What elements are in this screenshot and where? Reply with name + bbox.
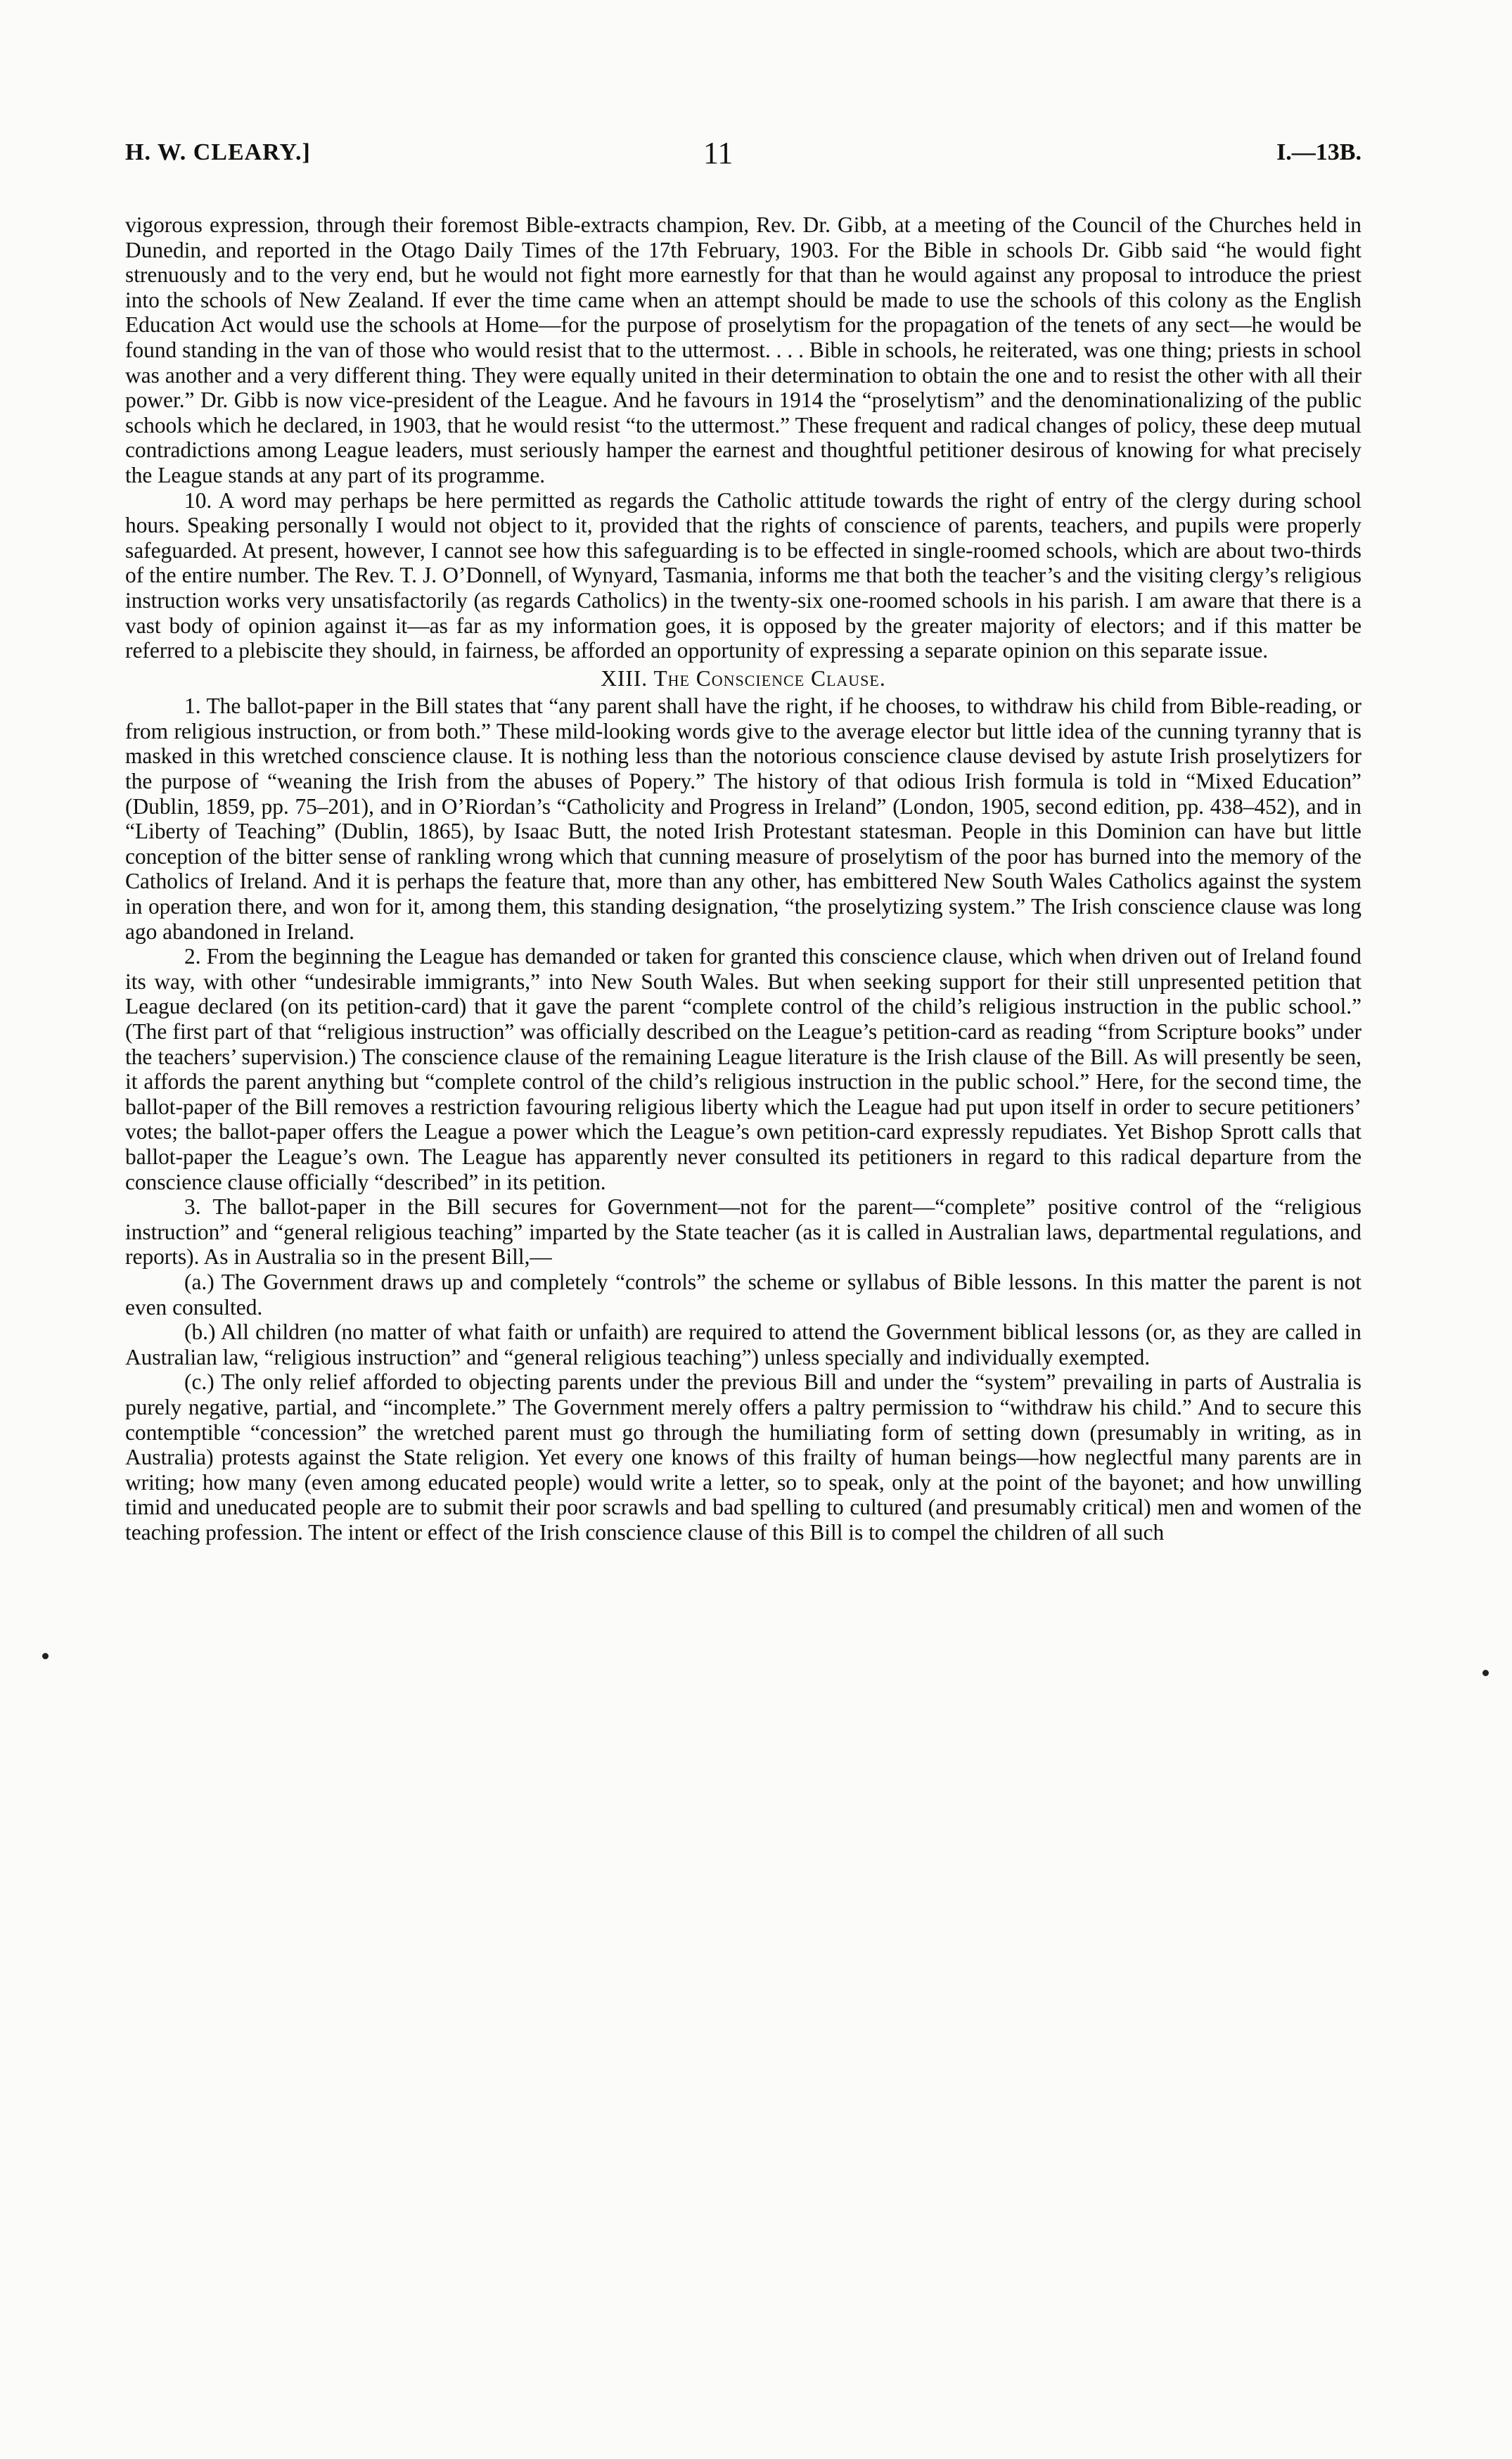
paragraph-3b: (b.) All children (no matter of what faith or unfaith) are required to attend the Government biblical lessons (or, as they are called in Australian law, “religious instruction” and “general religious teaching”) unless specially and individually exempted. xyxy=(125,1320,1362,1369)
paragraph-2: 2. From the beginning the League has demanded or taken for granted this conscience clause, which when driven out of Ireland found its way, with other “undesirable immigrants,” into New South Wales. But when seeking support for their still unpresented petition that League declared (on its petition-card) that it gave the parent “complete control of the child’s religious instruction in the public school.” (The first part of that “religious instruction” was officially described on the League’s petition-card as reading “from Scripture books” under the teachers’ supervision.) The conscience clause of the remaining League literature is the Irish clause of the Bill. As will presently be seen, it affords the parent anything but “complete control of the child’s religious instruction in the public school.” Here, for the second time, the ballot-paper of the Bill removes a restriction favouring religious liberty which the League had put upon itself in order to secure petitioners’ votes; the ballot-paper offers the League a power which the League’s own petition-card expressly repudiates. Yet Bishop Sprott calls that ballot-paper the League’s own. The League has apparently never consulted its petitioners in regard to this radical departure from the conscience clause officially “described” in its petition. xyxy=(125,944,1362,1194)
paper-reference: I.—13B. xyxy=(1276,139,1362,165)
body-text xyxy=(125,212,1362,1545)
paragraph-3a: (a.) The Government draws up and completely “controls” the scheme or syllabus of Bible lessons. In this matter the parent is not even consulted. xyxy=(125,1269,1362,1320)
paragraph-3: 3. The ballot-paper in the Bill secures for Government—not for the parent—“complete” positive control of the “religious instruction” and “general religious teaching” imparted by the State teacher (as it is called in Australian laws, departmental regulations, and reports). As in Australia so in the present Bill,— xyxy=(125,1194,1362,1270)
margin-dot-right xyxy=(1482,1670,1489,1676)
margin-dot-left xyxy=(42,1653,49,1659)
page-number: 11 xyxy=(703,136,733,170)
paragraph-3c: (c.) The only relief afforded to objecting parents under the previous Bill and under the “system” prevailing in parts of Australia is purely negative, partial, and “incomplete.” The Government merely offers a paltry permission to “withdraw his child.” And to secure this contemptible “concession” the wretched parent must go through the humiliating form of setting down (presumably in writing, as in Australia) protests against the State religion. Yet every one knows of this frailty of human beings—how neglectful many parents are in writing; how many (even among educated people) would write a letter, so to speak, only at the point of the bayonet; and how unwilling timid and uneducated people are to submit their poor scrawls and bad spelling to cultured (and presumably critical) men and women of the teaching profession. The intent or effect of the Irish conscience clause of this Bill is to compel the children of all such xyxy=(125,1369,1362,1545)
paragraph-1: 1. The ballot-paper in the Bill states that “any parent shall have the right, if he chooses, to withdraw his child from Bible-reading, or from religious instruction, or from both.” These mild-looking words give to the average elector but little idea of the cunning tyranny that is masked in this wretched conscience clause. It is nothing less than the notorious conscience clause devised by astute Irish proselytizers for the purpose of “weaning the Irish from the abuses of Popery.” The history of that odious Irish formula is told in “Mixed Education” (Dublin, 1859, pp. 75–201), and in O’Riordan’s “Catholicity and Progress in Ireland” (London, 1905, second edition, pp. 438–452), and in “Liberty of Teaching” (Dublin, 1865), by Isaac Butt, the noted Irish Protestant statesman. People in this Dominion can have but little conception of the bitter sense of rankling wrong which that cunning measure of proselytism of the poor has burned into the memory of the Catholics of Ireland. And it is perhaps the feature that, more than any other, has embittered New South Wales Catholics against the system in operation there, and won for it, among them, this standing designation, “the proselytizing system.” The Irish conscience clause was long ago abandoned in Ireland. xyxy=(125,694,1362,944)
page-header xyxy=(125,135,1362,174)
paragraph-10: 10. A word may perhaps be here permitted as regards the Catholic attitude towards the right of entry of the clergy during school hours. Speaking personally I would not object to it, provided that the rights of conscience of parents, teachers, and pupils were properly safeguarded. At present, however, I cannot see how this safeguarding is to be effected in single-roomed schools, which are about two-thirds of the entire number. The Rev. T. J. O’Donnell, of Wynyard, Tasmania, informs me that both the teacher’s and the visiting clergy’s religious instruction works very unsatisfactorily (as regards Catholics) in the twenty-six one-roomed schools in his parish. I am aware that there is a vast body of opinion against it—as far as my information goes, it is opposed by the greater majority of electors; and if this matter be referred to a plebiscite they should, in fairness, be afforded an opportunity of expressing a separate opinion on this separate issue. xyxy=(125,487,1362,663)
header-author: H. W. CLEARY.] xyxy=(125,139,311,165)
paragraph-continued: vigorous expression, through their foremost Bible-extracts champion, Rev. Dr. Gibb, at a meeting of the Council of the Churches held in Dunedin, and reported in the Otago Daily Times of the 17th February, 1903. For the Bible in schools Dr. Gibb said “he would fight strenuously and to the very end, but he would not fight more earnestly for that than he would against any proposal to introduce the priest into the schools of New Zealand. If ever the time came when an attempt should be made to use the schools of this colony as the English Education Act would use the schools at Home—for the purpose of proselytism for the propagation of the tenets of any sect—he would be found standing in the van of those who would resist that to the uttermost. . . . Bible in schools, he reiterated, was one thing; priests in school was another and a very different thing. They were equally united in their determination to obtain the one and to resist the other with all their power.” Dr. Gibb is now vice-president of the League. And he favours in 1914 the “proselytism” and the denominationalizing of the public schools which he declared, in 1903, that he would resist “to the uttermost.” These frequent and radical changes of policy, these deep mutual contradictions among League leaders, must seriously hamper the earnest and thoughtful petitioner desirous of knowing for what precisely the League stands at any part of its programme. xyxy=(125,212,1362,487)
section-heading: XIII. The Conscience Clause. xyxy=(601,665,886,691)
